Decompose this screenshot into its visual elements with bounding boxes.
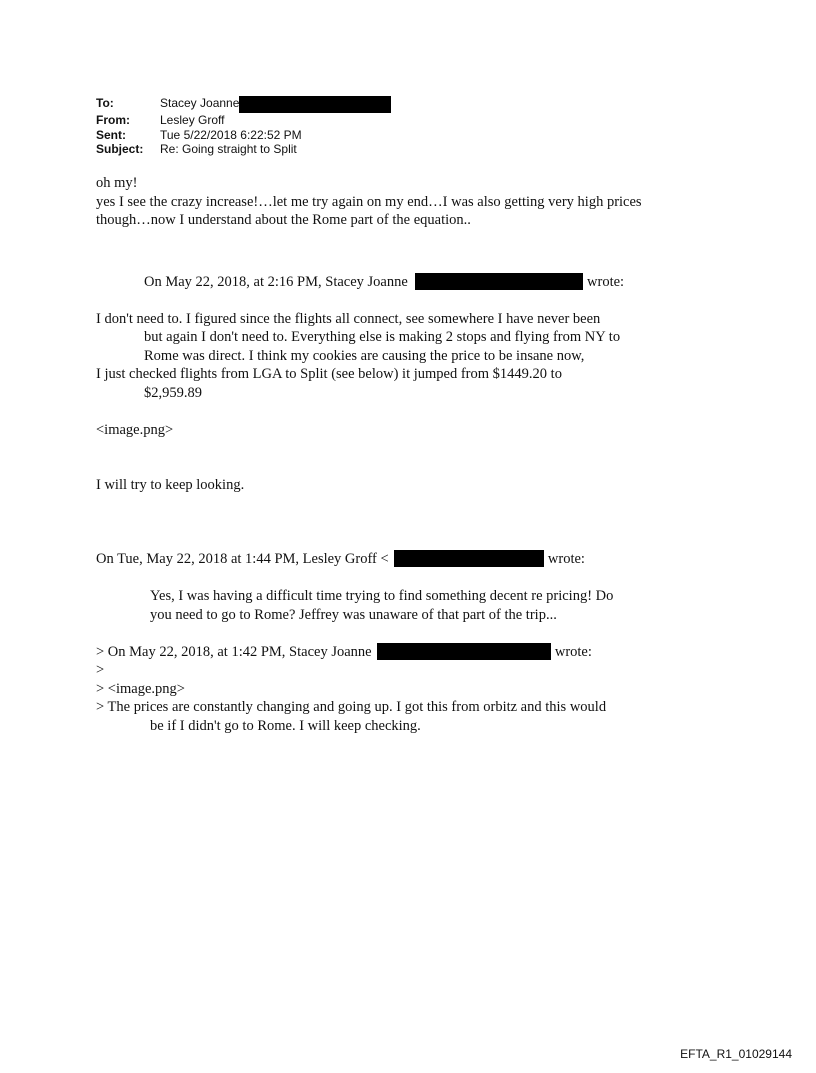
to-row — [96, 96, 391, 113]
image-placeholder: <image.png> — [96, 421, 174, 438]
subject-label: Subject: — [96, 142, 144, 156]
quote-line: > The prices are constantly changing and going up. I got this from orbitz and this would — [96, 699, 607, 715]
quote-line: you need to go to Rome? Jeffrey was unaware of that part of the trip... — [150, 606, 557, 623]
redaction-bar — [239, 96, 391, 113]
quote-line: Yes, I was having a difficult time trying to find something decent re pricing! Do — [150, 588, 614, 604]
attribution-text: On Tue, May 22, 2018 at 1:44 PM, Lesley Groff < — [96, 551, 389, 567]
email-header — [96, 96, 391, 157]
quote-line: but again I don't need to. Everything else is making 2 stops and flying from NY to — [144, 329, 621, 345]
subject-row — [96, 142, 391, 157]
quote-line: $2,959.89 — [144, 384, 202, 401]
quote-line: Rome was direct. I think my cookies are causing the price to be insane now, — [144, 347, 585, 364]
email-body — [96, 174, 706, 735]
quote-line: I will try to keep looking. — [96, 477, 245, 493]
redaction-bar — [394, 550, 544, 567]
sent-value: Tue 5/22/2018 6:22:52 PM — [160, 127, 302, 142]
to-label: To: — [96, 96, 114, 110]
attribution-wrote: wrote: — [554, 643, 592, 660]
attribution-wrote: wrote: — [547, 551, 585, 567]
quote-line: > — [96, 662, 105, 678]
reply-line: though…now I understand about the Rome part of the equation.. — [96, 212, 471, 228]
reply-line: yes I see the crazy increase!…let me try again on my end…I was also getting very high prices — [96, 193, 642, 210]
quote-line: I don't need to. I figured since the flights all connect, see somewhere I have never been — [96, 310, 601, 327]
attribution-wrote: wrote: — [587, 273, 625, 290]
sent-row — [96, 128, 391, 143]
attribution-text: On May 22, 2018, at 2:16 PM, Stacey Joanne — [144, 273, 408, 290]
quote-line: be if I didn't go to Rome. I will keep checking. — [150, 717, 421, 734]
quote-attribution — [96, 550, 706, 569]
quote-attribution — [96, 643, 706, 662]
attribution-text: > On May 22, 2018, at 1:42 PM, Stacey Joanne — [96, 643, 372, 660]
document-id: EFTA_R1_01029144 — [680, 1047, 792, 1061]
from-value: Lesley Groff — [160, 113, 225, 127]
from-row — [96, 113, 391, 128]
to-value: Stacey Joanne — [160, 96, 240, 110]
redaction-bar — [377, 643, 551, 660]
quote-attribution — [96, 273, 706, 292]
reply-line: oh my! — [96, 175, 138, 191]
redaction-bar — [415, 273, 583, 290]
image-placeholder: > <image.png> — [96, 680, 185, 697]
subject-value: Re: Going straight to Split — [160, 142, 297, 156]
from-label: From: — [96, 113, 130, 127]
quote-line: I just checked flights from LGA to Split (see below) it jumped from $1449.20 to — [96, 366, 562, 382]
sent-label: Sent: — [96, 127, 126, 142]
